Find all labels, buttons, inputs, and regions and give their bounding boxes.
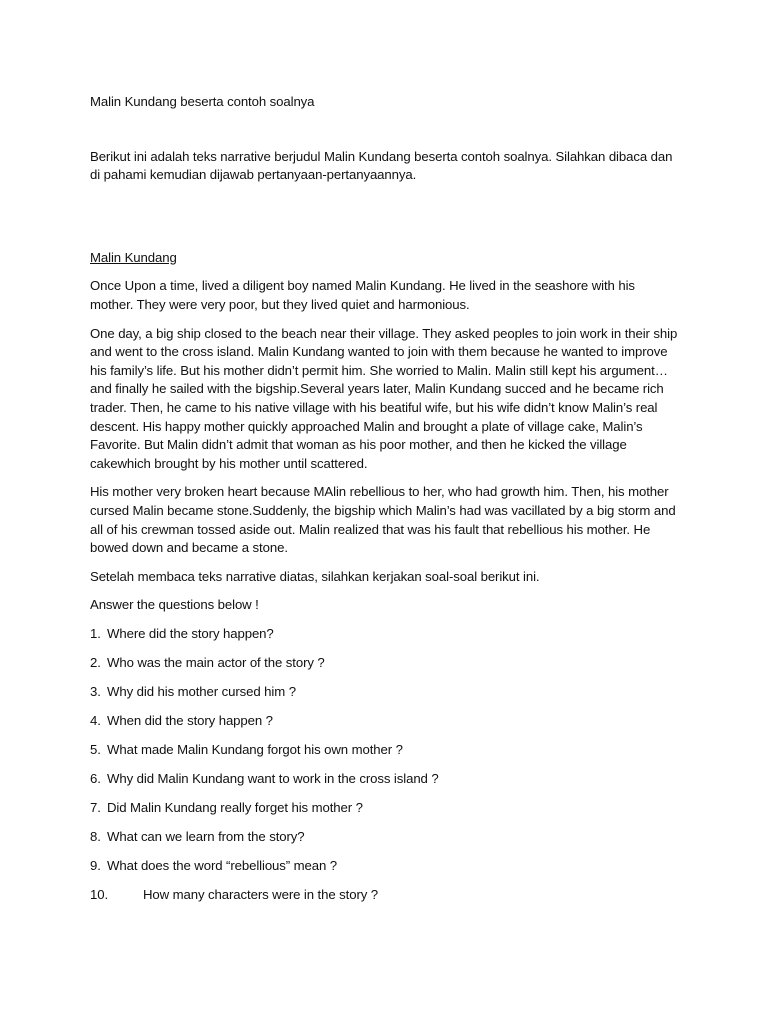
question-number: 9. bbox=[90, 857, 101, 873]
question-number: 5. bbox=[90, 741, 101, 757]
question-text: Who was the main actor of the story ? bbox=[107, 654, 325, 670]
question-number: 4. bbox=[90, 712, 101, 728]
question-item-1 bbox=[90, 625, 680, 644]
document-body bbox=[90, 93, 680, 915]
question-text: How many characters were in the story ? bbox=[143, 886, 379, 902]
questions-heading: Answer the questions below ! bbox=[90, 597, 259, 613]
question-number: 10. bbox=[90, 886, 109, 902]
question-number: 8. bbox=[90, 828, 101, 844]
question-text: Why did his mother cursed him ? bbox=[107, 683, 296, 699]
question-text: When did the story happen ? bbox=[107, 712, 273, 728]
question-text: What can we learn from the story? bbox=[107, 828, 305, 844]
question-text: Did Malin Kundang really forget his mother ? bbox=[107, 799, 363, 815]
story-paragraph-2: One day, a big ship closed to the beach near their village. They asked peoples to join work in their ship and went to the cross island. Malin Kundang wanted to join with them because he wanted to improve his family’s life. But his mother didn’t permit him. She worried to Malin. Malin still kept his argument… and finally he sailed with the bigship.Several years later, Malin Kundang succed and he became rich trader. Then, he came to his native village with his beatiful wife, but his wife didn’t know Malin’s real descent. His happy mother quickly approached Malin and brought a plate of village cake, Malin’s Favorite. But Malin didn’t admit that woman as his poor mother, and then he kicked the village cakewhich brought by his mother until scattered. bbox=[90, 325, 678, 471]
question-text: What made Malin Kundang forgot his own mother ? bbox=[107, 741, 403, 757]
question-number: 1. bbox=[90, 625, 101, 641]
story-paragraph-3: His mother very broken heart because MAlin rebellious to her, who had growth him. Then, his mother cursed Malin became stone.Suddenly, the bigship which Malin’s had was vacillated by a big storm and all of his crewman tossed aside out. Malin realized that was his fault that rebellious his mother. He bowed down and became a stone. bbox=[90, 484, 676, 556]
question-text: What does the word “rebellious” mean ? bbox=[107, 857, 338, 873]
document-title: Malin Kundang beserta contoh soalnya bbox=[90, 94, 315, 109]
question-number: 2. bbox=[90, 654, 101, 670]
intro-paragraph: Berikut ini adalah teks narrative berjudul Malin Kundang beserta contoh soalnya. Silahkan dibaca dan di pahami kemudian dijawab pertanyaan-pertanyaannya. bbox=[90, 148, 673, 183]
story-paragraph-1: Once Upon a time, lived a diligent boy named Malin Kundang. He lived in the seashore with his mother. They were very poor, but they lived quiet and harmonious. bbox=[90, 278, 635, 312]
question-number: 3. bbox=[90, 683, 101, 699]
question-number: 7. bbox=[90, 799, 101, 815]
question-item-5 bbox=[90, 741, 680, 760]
question-text: Where did the story happen? bbox=[107, 625, 274, 641]
question-number: 6. bbox=[90, 770, 101, 786]
question-item-6 bbox=[90, 770, 680, 789]
story-title: Malin Kundang bbox=[90, 249, 177, 265]
question-item-10 bbox=[90, 886, 680, 905]
instruction-text: Setelah membaca teks narrative diatas, silahkan kerjakan soal-soal berikut ini. bbox=[90, 568, 540, 584]
question-item-4 bbox=[90, 712, 680, 731]
question-item-7 bbox=[90, 799, 680, 818]
question-text: Why did Malin Kundang want to work in the cross island ? bbox=[107, 770, 439, 786]
question-item-9 bbox=[90, 857, 680, 876]
question-item-3 bbox=[90, 683, 680, 702]
question-item-2 bbox=[90, 654, 680, 673]
question-item-8 bbox=[90, 828, 680, 847]
